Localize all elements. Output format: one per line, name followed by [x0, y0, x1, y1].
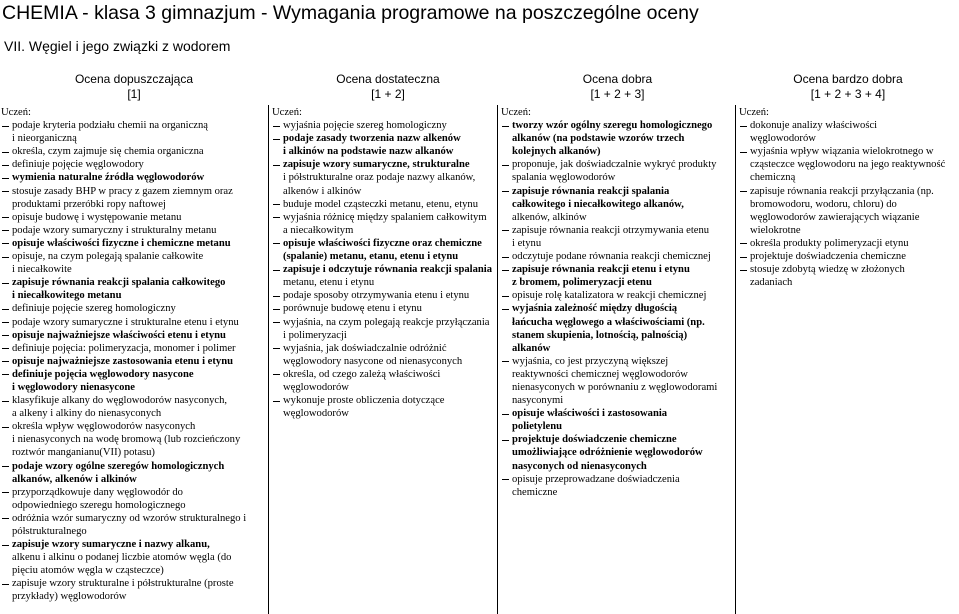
requirement-continuation: półstrukturalnego	[12, 526, 87, 537]
requirement-continuation: całkowitego i niecałkowitego alkanów,	[512, 198, 684, 210]
requirement-continuation: nasyconymi	[512, 395, 564, 407]
requirement-continuation: i polimeryzacji	[283, 329, 347, 341]
requirement-item: definiuje pojęcia: polimeryzacja, monomer i polimer	[0, 342, 268, 355]
requirement-continuation: alkenów i alkinów	[283, 185, 362, 197]
requirement-continuation: i alkinów na podstawie nazw alkanów	[283, 146, 454, 158]
column-header	[0, 72, 268, 105]
requirement-continuation: i węglowodory nienasycone	[12, 381, 136, 393]
requirement-continuation: alkenu i alkinu o podanej liczbie atomów węgla (do	[12, 552, 232, 564]
student-label: Uczeń:	[739, 107, 769, 118]
requirement-continuation: wielokrotne	[750, 224, 801, 236]
column-divider	[268, 105, 269, 614]
requirement-item: opisuje rolę katalizatora w reakcji chemicznej	[500, 289, 735, 302]
requirement-item: buduje model cząsteczki metanu, etenu, etynu	[271, 198, 505, 211]
requirement-item: opisuje, na czym polegają spalanie całkowite	[0, 250, 268, 263]
requirements-list	[738, 119, 958, 289]
requirement-continuation: a alkeny i alkiny do nienasyconych	[12, 408, 162, 420]
requirements-list	[0, 119, 268, 603]
requirement-continuation: przykłady) węglowodorów	[12, 591, 127, 603]
requirement-item: podaje wzory sumaryczne i strukturalne etenu i etynu	[0, 316, 268, 329]
requirement-item: wyjaśnia pojęcie szereg homologiczny	[271, 119, 505, 132]
requirement-item: wyjaśnia wpływ wiązania wielokrotnego w	[738, 145, 958, 158]
column-grade-4	[738, 72, 958, 614]
grade-name: Ocena bardzo dobra	[793, 72, 903, 86]
requirement-item: zapisuje równania reakcji otrzymywania etenu	[500, 224, 735, 237]
requirement-continuation: węglowodorów	[283, 408, 349, 420]
requirement-item: proponuje, jak doświadczalnie wykryć produkty	[500, 158, 735, 171]
requirement-continuation: chemiczne	[512, 486, 558, 498]
requirement-continuation: i półstrukturalne oraz podaje nazwy alkanów,	[283, 172, 476, 184]
requirement-item: odczytuje podane równania reakcji chemicznej	[500, 250, 735, 263]
requirement-continuation: pięciu atomów węgla w cząsteczce)	[12, 565, 164, 577]
requirement-item: podaje wzory ogólne szeregów homologicznych	[0, 460, 268, 473]
grade-name: Ocena dobra	[582, 72, 653, 86]
student-label: Uczeń:	[272, 107, 302, 118]
column-grade-3	[500, 72, 735, 614]
requirement-item: określa, od czego zależą właściwości	[271, 368, 505, 381]
column-header	[738, 72, 958, 105]
requirement-item: definiuje pojęcie szereg homologiczny	[0, 302, 268, 315]
requirement-continuation: węglowodorów	[750, 133, 816, 145]
requirement-continuation: nienasyconych w porównaniu z węglowodorami	[512, 381, 718, 393]
requirement-item: zapisuje i odczytuje równania reakcji spalania	[271, 263, 505, 276]
requirement-item: podaje kryteria podziału chemii na organiczną	[0, 119, 268, 132]
requirement-continuation: stanem skupienia, lotnością, palnością)	[512, 329, 688, 341]
requirement-continuation: metanu, etenu i etynu	[283, 277, 375, 289]
grade-name: Ocena dopuszczająca	[74, 72, 194, 86]
requirement-item: opisuje budowę i występowanie metanu	[0, 211, 268, 224]
page-title: CHEMIA - klasa 3 gimnazjum - Wymagania programowe na poszczególne oceny	[2, 2, 699, 24]
requirement-continuation: a niecałkowitym	[283, 224, 354, 236]
requirement-item: opisuje właściwości fizyczne i chemiczne metanu	[0, 237, 268, 250]
requirement-item: zapisuje równania reakcji przyłączania (np.	[738, 185, 958, 198]
requirement-item: wyjaśnia, co jest przyczyną większej	[500, 355, 735, 368]
requirement-item: podaje zasady tworzenia nazw alkenów	[271, 132, 505, 145]
requirement-continuation: i nienasyconych na wodę bromową (lub rozcieńczony	[12, 434, 241, 446]
requirement-item: zapisuje wzory sumaryczne i nazwy alkanu,	[0, 538, 268, 551]
requirement-item: klasyfikuje alkany do węglowodorów nasyconych,	[0, 394, 268, 407]
requirement-continuation: bromowodoru, wodoru, chloru) do	[750, 198, 897, 210]
requirement-continuation: i nieorganiczną	[12, 133, 77, 145]
requirement-item: zapisuje równania reakcji spalania całkowitego	[0, 276, 268, 289]
requirement-continuation: produktami przeróbki ropy naftowej	[12, 198, 166, 210]
requirement-item: zapisuje równania reakcji etenu i etynu	[500, 263, 735, 276]
requirement-item: opisuje najważniejsze zastosowania etenu i etynu	[0, 355, 268, 368]
grade-range: [1]	[127, 86, 141, 101]
grade-range: [1 + 2 + 3 + 4]	[810, 86, 886, 101]
requirement-continuation: łańcucha węglowego a właściwościami (np.	[512, 316, 705, 328]
requirement-item: zapisuje wzory sumaryczne, strukturalne	[271, 158, 505, 171]
requirement-continuation: alkanów, alkenów i alkinów	[12, 473, 137, 485]
requirement-continuation: węglowodory nasycone od nienasyconych	[283, 355, 463, 367]
grade-range: [1 + 2 + 3]	[590, 86, 645, 101]
requirement-item: dokonuje analizy właściwości	[738, 119, 958, 132]
requirement-item: stosuje zdobytą wiedzę w złożonych	[738, 263, 958, 276]
requirement-continuation: alkanów (na podstawie wzorów trzech	[512, 133, 685, 145]
column-header	[500, 72, 735, 105]
requirement-continuation: alkenów, alkinów	[512, 211, 587, 223]
requirement-continuation: węglowodorów zawierających wiązanie	[750, 211, 920, 223]
requirement-item: tworzy wzór ogólny szeregu homologicznego	[500, 119, 735, 132]
requirement-item: odróżnia wzór sumaryczny od wzorów strukturalnego i	[0, 512, 268, 525]
requirement-continuation: reaktywności chemicznej węglowodorów	[512, 368, 688, 380]
requirement-continuation: roztwór manganianu(VII) potasu)	[12, 447, 155, 459]
requirement-item: opisuje przeprowadzane doświadczenia	[500, 473, 735, 486]
requirement-item: określa produkty polimeryzacji etynu	[738, 237, 958, 250]
requirement-item: porównuje budowę etenu i etynu	[271, 302, 505, 315]
requirement-item: wyjaśnia zależność między długością	[500, 302, 735, 315]
requirement-item: projektuje doświadczenie chemiczne	[500, 433, 735, 446]
requirement-continuation: (spalanie) metanu, etanu, etenu i etynu	[283, 251, 459, 263]
requirement-item: wyjaśnia, jak doświadczalnie odróżnić	[271, 342, 505, 355]
grade-range: [1 + 2]	[371, 86, 405, 101]
requirement-continuation: alkanów	[512, 342, 551, 354]
section-heading: VII. Węgiel i jego związki z wodorem	[4, 38, 231, 54]
requirements-list	[271, 119, 505, 420]
requirement-item: wyjaśnia różnicę między spalaniem całkowitym	[271, 211, 505, 224]
requirement-item: podaje wzory sumaryczny i strukturalny metanu	[0, 224, 268, 237]
student-label: Uczeń:	[1, 107, 31, 118]
requirement-continuation: i etynu	[512, 237, 542, 249]
requirement-item: wymienia naturalne źródła węglowodorów	[0, 171, 268, 184]
requirement-continuation: chemiczną	[750, 172, 796, 184]
requirement-continuation: kolejnych alkanów)	[512, 146, 601, 158]
requirement-continuation: polietylenu	[512, 421, 563, 433]
requirement-item: zapisuje wzory strukturalne i półstrukturalne (proste	[0, 577, 268, 590]
requirement-item: określa wpływ węglowodorów nasyconych	[0, 420, 268, 433]
column-header	[271, 72, 505, 105]
requirement-item: opisuje właściwości i zastosowania	[500, 407, 735, 420]
column-divider	[735, 105, 736, 614]
requirement-continuation: umożliwiające odróżnienie węglowodorów	[512, 447, 703, 459]
requirement-continuation: z bromem, polimeryzacji etenu	[512, 277, 652, 289]
requirement-item: podaje sposoby otrzymywania etenu i etynu	[271, 289, 505, 302]
requirement-item: wykonuje proste obliczenia dotyczące	[271, 394, 505, 407]
requirement-continuation: spalania węglowodorów	[512, 172, 616, 184]
column-grade-2	[271, 72, 505, 614]
requirement-item: projektuje doświadczenia chemiczne	[738, 250, 958, 263]
requirement-continuation: cząsteczce węglowodoru na jego reaktywność	[750, 159, 946, 171]
requirement-item: definiuje pojęcia węglowodory nasycone	[0, 368, 268, 381]
requirement-item: określa, czym zajmuje się chemia organiczna	[0, 145, 268, 158]
requirement-continuation: i niecałkowitego metanu	[12, 290, 122, 302]
requirement-continuation: odpowiedniego szeregu homologicznego	[12, 499, 186, 511]
requirement-continuation: nasyconych od nienasyconych	[512, 460, 647, 472]
requirement-item: stosuje zasady BHP w pracy z gazem ziemnym oraz	[0, 185, 268, 198]
requirements-list	[500, 119, 735, 499]
column-grade-1	[0, 72, 268, 614]
requirement-item: opisuje właściwości fizyczne oraz chemiczne	[271, 237, 505, 250]
requirement-item: definiuje pojęcie węglowodory	[0, 158, 268, 171]
requirement-item: wyjaśnia, na czym polegają reakcje przyłączania	[271, 316, 505, 329]
requirement-item: przyporządkowuje dany węglowodór do	[0, 486, 268, 499]
requirement-item: zapisuje równania reakcji spalania	[500, 185, 735, 198]
requirement-continuation: węglowodorów	[283, 381, 349, 393]
requirement-continuation: zadaniach	[750, 277, 793, 289]
requirement-item: opisuje najważniejsze właściwości etenu i etynu	[0, 329, 268, 342]
requirement-continuation: i niecałkowite	[12, 264, 72, 276]
grade-name: Ocena dostateczna	[336, 72, 440, 86]
student-label: Uczeń:	[501, 107, 531, 118]
